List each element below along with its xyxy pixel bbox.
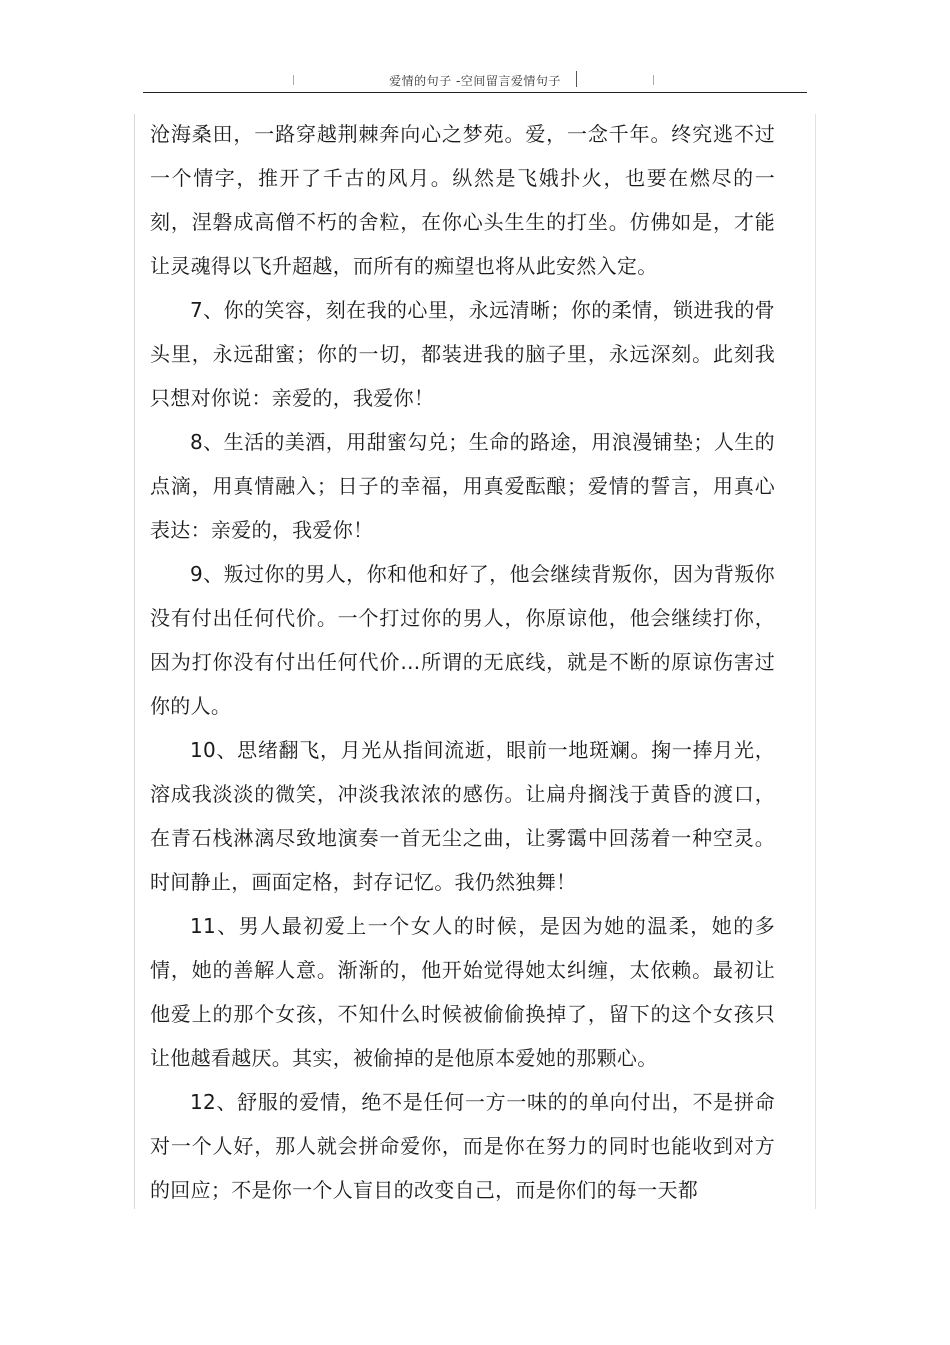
right-margin-line: [815, 114, 816, 1209]
paragraph-3: 8、生活的美酒，用甜蜜勾兑；生命的路途，用浪漫铺垫；人生的点滴，用真情融入；日子的幸福，用真爱酝酿；爱情的誓言，用真心表达：亲爱的，我爱你！: [150, 430, 775, 542]
paragraph-5: 10、思绪翻飞，月光从指间流逝，眼前一地斑斓。掬一捧月光，溶成我淡淡的微笑，冲淡我浓浓的感伤。让扁舟搁浅于黄昏的渡口，在青石栈淋漓尽致地演奏一首无尘之曲，让雾霭中回荡着一种空灵。时间静止，画面定格，封存记忆。我仍然独舞！: [150, 738, 775, 894]
paragraph-7: 12、舒服的爱情，绝不是任何一方一味的的单向付出，不是拼命对一个人好，那人就会拼命爱你，而是你在努力的同时也能收到对方的回应；不是你一个人盲目的改变自己，而是你们的每一天都: [150, 1090, 775, 1202]
paragraph-2: 7、你的笑容，刻在我的心里，永远清晰；你的柔情，锁进我的骨头里，永远甜蜜；你的一切，都装进我的脑子里，永远深刻。此刻我只想对你说：亲爱的，我爱你！: [150, 298, 775, 410]
header-title: 爱情的句子 -空间留言爱情句子: [389, 74, 561, 88]
document-body: [150, 112, 775, 1212]
left-margin-line: [134, 114, 135, 1209]
paragraph-6: 11、男人最初爱上一个女人的时候，是因为她的温柔，她的多情，她的善解人意。渐渐的，他开始觉得她太纠缠，太依赖。最初让他爱上的那个女孩，不知什么时候被偷偷换掉了，留下的这个女孩只让他越看越厌。其实，被偷掉的是他原本爱她的那颗心。: [150, 914, 775, 1070]
paragraph-4: 9、叛过你的男人，你和他和好了，他会继续背叛你，因为背叛你没有付出任何代价。一个打过你的男人，你原谅他，他会继续打你，因为打你没有付出任何代价…所谓的无底线，就是不断的原谅伤害过你的人。: [150, 562, 775, 718]
paragraph-1: 沧海桑田，一路穿越荆棘奔向心之梦苑。爱，一念千年。终究逃不过一个情字，推开了千古的风月。纵然是飞娥扑火，也要在燃尽的一刻，涅磐成高僧不朽的舍粒，在你心头生生的打坐。仿佛如是，才能让灵魂得以飞升超越，而所有的痴望也将从此安然入定。: [150, 122, 775, 278]
page-header: [143, 64, 807, 93]
